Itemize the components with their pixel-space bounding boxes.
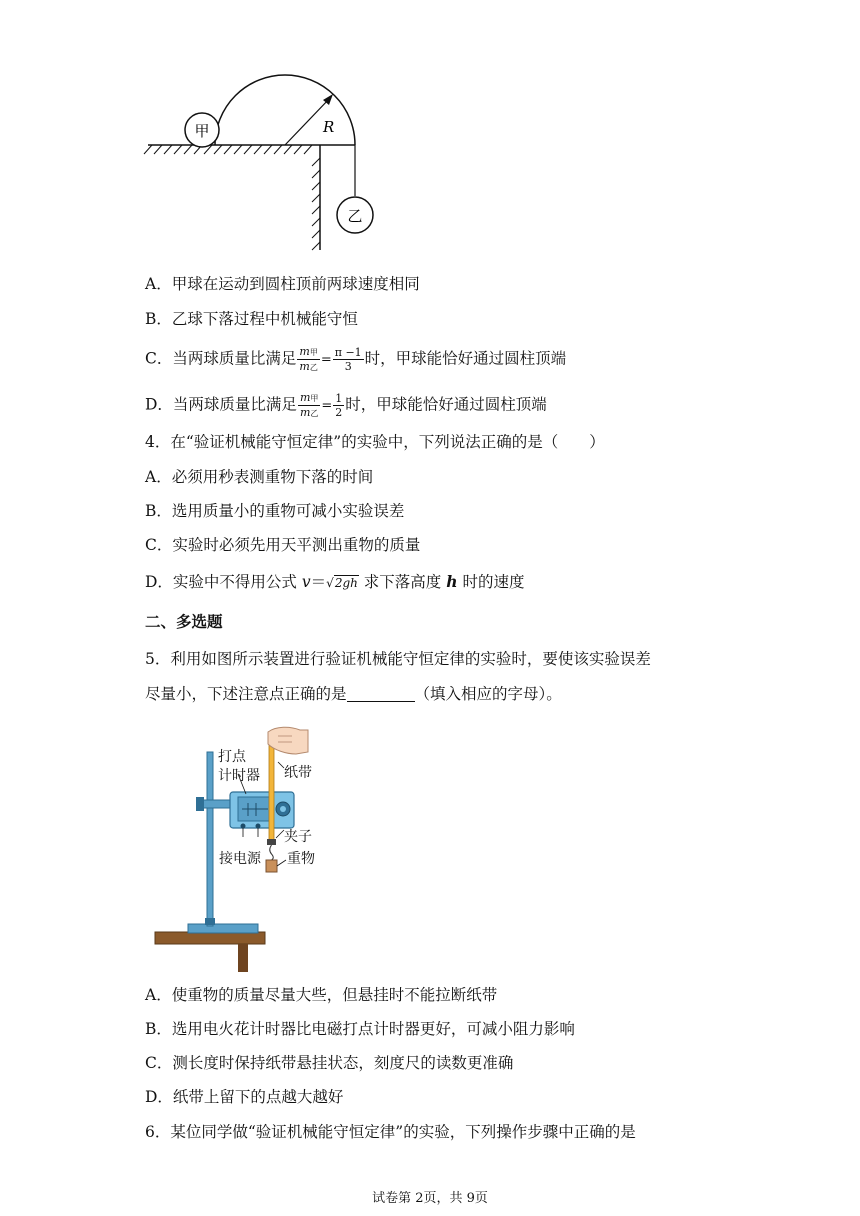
label-tape: 纸带 (284, 765, 312, 781)
q3-option-c (145, 345, 566, 374)
q4-option-a: A．必须用秒表测重物下落的时间 (145, 468, 374, 486)
ratio-value-fraction (333, 392, 344, 419)
q3-option-c-suffix: 时，甲球能恰好通过圆柱顶端 (364, 349, 567, 368)
q3-option-d (145, 391, 547, 420)
q5-stem-line2 (145, 683, 562, 705)
m-yi: m (299, 360, 310, 373)
var-h: h (446, 572, 458, 591)
label-timer-line2: 计时器 (218, 768, 260, 784)
equals-sign: = (320, 352, 332, 368)
q3-option-d-prefix: D．当两球质量比满足 (145, 395, 297, 414)
m-jia: m (299, 391, 311, 404)
sub-jia: 甲 (310, 394, 319, 403)
q4-option-b: B．选用质量小的重物可减小实验误差 (145, 502, 405, 520)
q5-stem-suffix: （填入相应的字母）。 (414, 685, 562, 703)
ratio-numerator: 1 (335, 392, 343, 405)
mass-ratio-fraction (297, 345, 319, 374)
label-weight: 重物 (287, 851, 315, 867)
q4-option-d (145, 571, 524, 594)
ratio-denominator: 2 (335, 406, 343, 419)
sqrt-expression: √2gh (326, 576, 358, 590)
label-timer (218, 748, 260, 786)
var-v: v (301, 573, 311, 591)
mass-ratio-fraction (298, 391, 320, 420)
q3-option-a: A．甲球在运动到圆柱顶前两球速度相同 (145, 275, 420, 293)
q4-option-c: C．实验时必须先用天平测出重物的质量 (145, 536, 421, 554)
ratio-denominator: 3 (344, 360, 352, 373)
q6-stem: 6．某位同学做“验证机械能守恒定律”的实验，下列操作步骤中正确的是 (145, 1123, 636, 1141)
m-yi: m (299, 406, 311, 419)
q3-option-d-suffix: 时，甲球能恰好通过圆柱顶端 (345, 395, 547, 414)
section-title: 二、多选题 (145, 613, 223, 631)
q5-stem-prefix: 尽量小，下述注意点正确的是 (145, 685, 347, 703)
label-clip: 夹子 (284, 829, 312, 845)
radius-label: R (323, 118, 335, 136)
m-jia: m (299, 345, 310, 358)
q3-option-b: B．乙球下落过程中机械能守恒 (145, 310, 358, 328)
radicand: 2gh (334, 576, 358, 590)
ratio-numerator: π −1 (334, 346, 362, 359)
label-power: 接电源 (219, 851, 261, 867)
page-footer: 试卷第 2页，共 9页 (372, 1191, 488, 1206)
sub-yi: 乙 (310, 409, 319, 418)
q5-stem-line1: 5．利用如图所示装置进行验证机械能守恒定律的实验时，要使该实验误差 (145, 650, 651, 668)
sub-yi: 乙 (309, 363, 318, 372)
answer-blank[interactable] (347, 685, 415, 702)
q5-option-a: A．使重物的质量尽量大些，但悬挂时不能拉断纸带 (145, 986, 498, 1004)
ball-jia-label: 甲 (194, 122, 210, 140)
q5-option-b: B．选用电火花计时器比电磁打点计时器更好，可减小阻力影响 (145, 1020, 575, 1038)
sub-jia: 甲 (309, 348, 318, 357)
ball-yi-label: 乙 (347, 207, 363, 225)
equals-sign: ＝ (310, 573, 327, 591)
equals-sign: = (321, 398, 333, 414)
label-timer-line1: 打点 (218, 749, 246, 765)
q4-option-d-suffix: 时的速度 (462, 573, 525, 591)
ratio-value-fraction (333, 346, 364, 373)
q4-option-d-middle: 求下落高度 (363, 573, 442, 591)
figure-cylinder-diagram (140, 70, 400, 255)
q5-option-d: D．纸带上留下的点越大越好 (145, 1088, 344, 1106)
q5-option-c: C．测长度时保持纸带悬挂状态，刻度尺的读数更准确 (145, 1054, 514, 1072)
q3-option-c-prefix: C．当两球质量比满足 (145, 349, 297, 368)
q4-stem: 4．在“验证机械能守恒定律”的实验中，下列说法正确的是（ ） (145, 433, 605, 451)
q4-option-d-prefix: D．实验中不得用公式 (145, 573, 297, 591)
